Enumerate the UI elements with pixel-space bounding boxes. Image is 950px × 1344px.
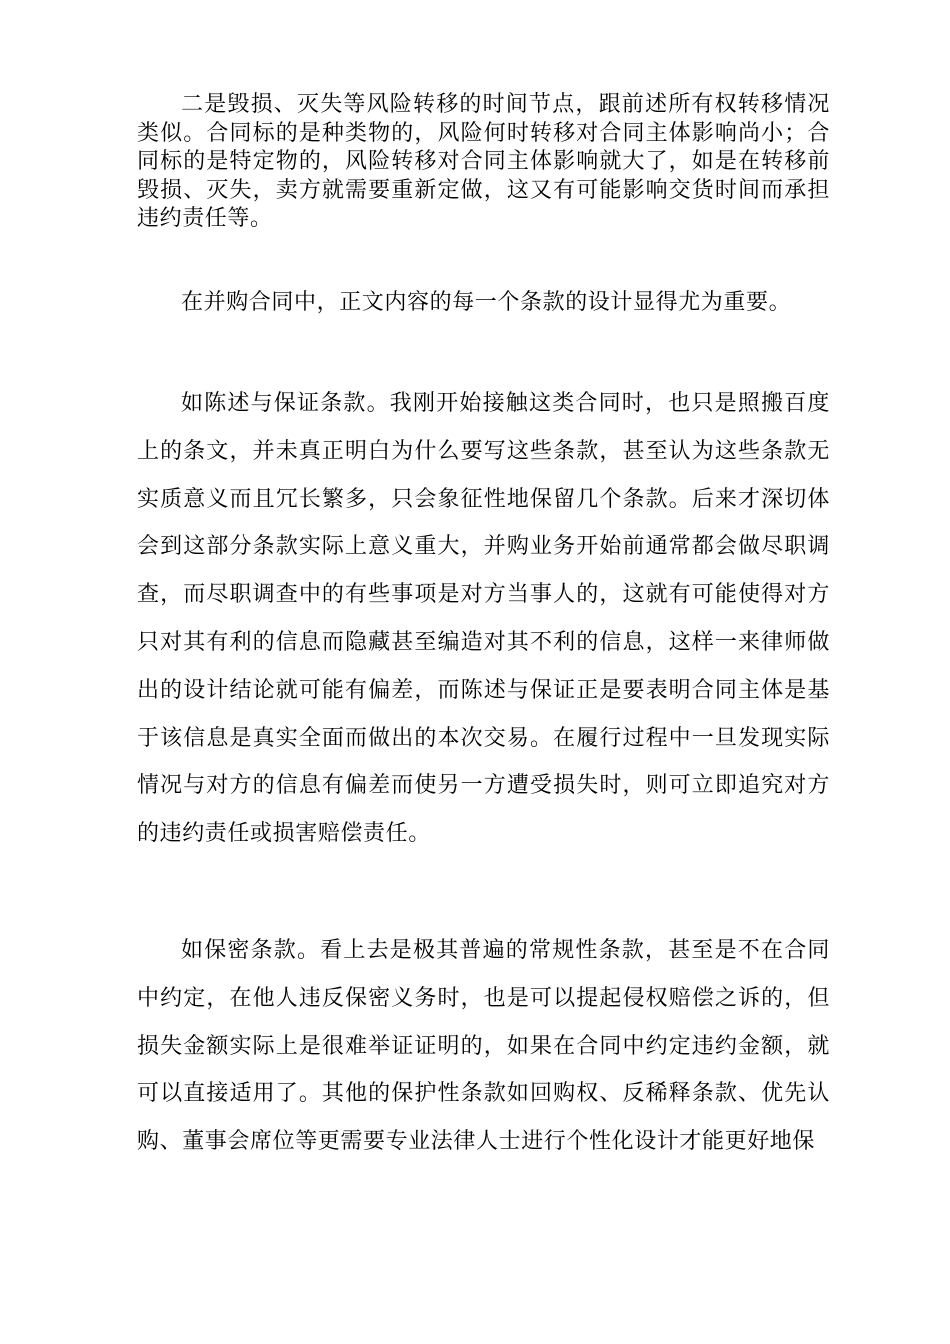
paragraph-confidentiality: 如保密条款。看上去是极其普遍的常规性条款，甚至是不在合同中约定，在他人违反保密义务时，也是可以提起侵权赔偿之诉的，但损失金额实际上是很难举证证明的，如果在合同中约定违约金额，就可以直接适用了。其他的保护性条款如回购权、反稀释条款、优先认购、董事会席位等更需要专业法律人士进行个性化设计才能更好地保 (137, 938, 830, 1155)
paragraph-representations-warranties: 如陈述与保证条款。我刚开始接触这类合同时，也只是照搬百度上的条文，并未真正明白为什么要写这些条款，甚至认为这些条款无实质意义而且冗长繁多，只会象征性地保留几个条款。后来才深切体会到这部分条款实际上意义重大，并购业务开始前通常都会做尽职调查，而尽职调查中的有些事项是对方当事人的，这就有可能使得对方只对其有利的信息而隐藏甚至编造对其不利的信息，这样一来律师做出的设计结论就可能有偏差，而陈述与保证正是要表明合同主体是基于该信息是真实全面而做出的本次交易。在履行过程中一旦发现实际情况与对方的信息有偏差而使另一方遭受损失时，则可立即追究对方的违约责任或损害赔偿责任。 (137, 391, 830, 847)
paragraph-risk-transfer: 二是毁损、灭失等风险转移的时间节点，跟前述所有权转移情况类似。合同标的是种类物的，风险何时转移对合同主体影响尚小；合同标的是特定物的，风险转移对合同主体影响就大了，如是在转移前毁损、灭失，卖方就需要重新定做，这又有可能影响交货时间而承担违约责任等。 (137, 92, 830, 232)
paragraph-merger-clauses: 在并购合同中，正文内容的每一个条款的设计显得尤为重要。 (181, 290, 792, 315)
